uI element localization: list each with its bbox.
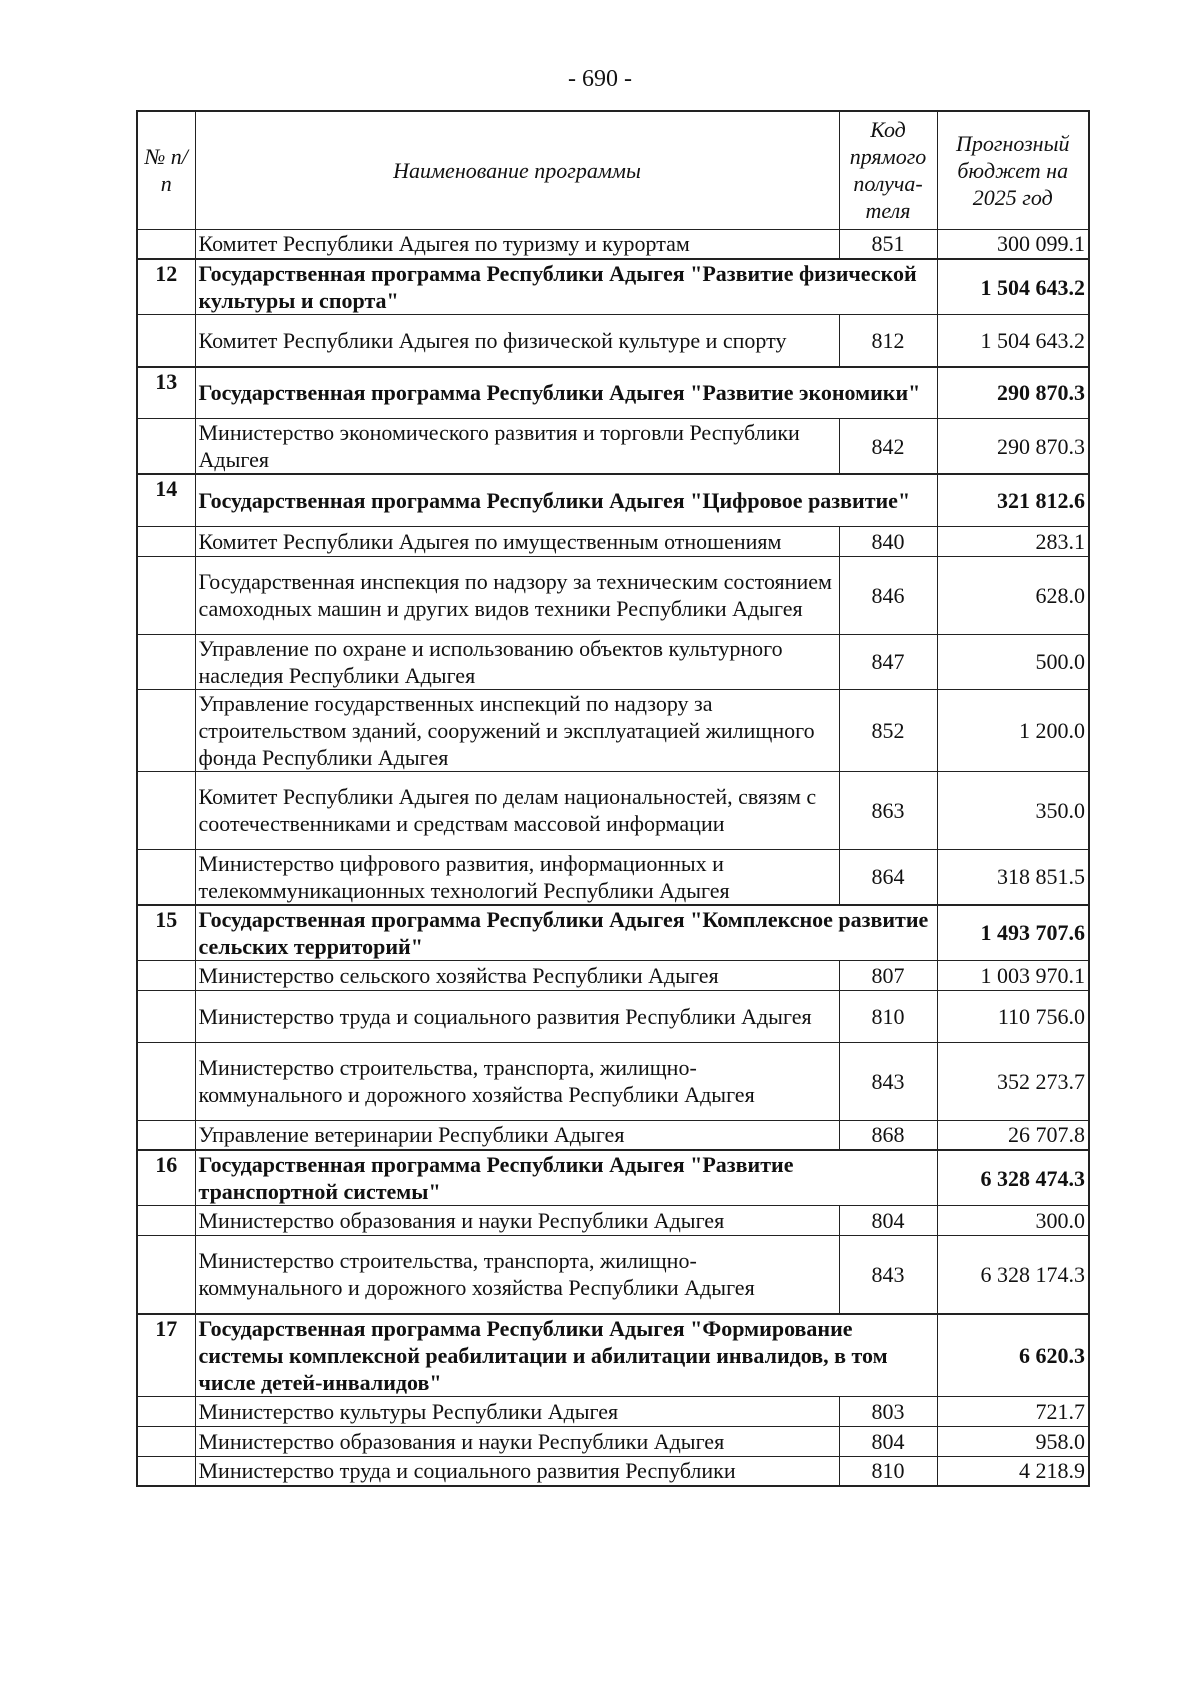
row-number [137,1206,195,1236]
row-number [137,229,195,259]
recipient-name: Управление ветеринарии Республики Адыгея [195,1120,839,1150]
program-total: 6 620.3 [937,1314,1089,1397]
recipient-code: 804 [839,1206,937,1236]
row-number [137,634,195,689]
row-number: 17 [137,1314,195,1397]
recipient-row [137,849,1089,905]
budget-amount: 1 504 643.2 [937,315,1089,367]
budget-amount: 1 003 970.1 [937,960,1089,990]
recipient-row [137,990,1089,1042]
program-name: Государственная программа Республики Адыгея "Развитие экономики" [195,367,937,419]
recipient-code: 840 [839,526,937,556]
recipient-row [137,229,1089,259]
recipient-name: Управление по охране и использованию объектов культурного наследия Республики Адыгея [195,634,839,689]
row-number [137,689,195,771]
recipient-row [137,1042,1089,1120]
row-number [137,419,195,475]
recipient-name: Министерство экономического развития и торговли Республики Адыгея [195,419,839,475]
recipient-name: Комитет Республики Адыгея по делам национальностей, связям с соотечественниками и средствам массовой информации [195,771,839,849]
row-number: 13 [137,367,195,419]
recipient-row [137,960,1089,990]
program-row [137,905,1089,961]
recipient-code: 843 [839,1042,937,1120]
budget-amount: 300.0 [937,1206,1089,1236]
program-total: 1 493 707.6 [937,905,1089,961]
recipient-name: Государственная инспекция по надзору за техническим состоянием самоходных машин и других видов техники Республики Адыгея [195,556,839,634]
budget-amount: 283.1 [937,526,1089,556]
program-total: 290 870.3 [937,367,1089,419]
program-row [137,1150,1089,1206]
program-total: 321 812.6 [937,474,1089,526]
table-body [137,229,1089,1486]
budget-amount: 290 870.3 [937,419,1089,475]
header-code: Код прямого получа-теля [839,111,937,229]
budget-amount: 110 756.0 [937,990,1089,1042]
recipient-row [137,689,1089,771]
program-name: Государственная программа Республики Адыгея "Комплексное развитие сельских территорий" [195,905,937,961]
budget-amount: 300 099.1 [937,229,1089,259]
row-number [137,526,195,556]
recipient-code: 863 [839,771,937,849]
row-number: 15 [137,905,195,961]
program-row [137,1314,1089,1397]
budget-amount: 4 218.9 [937,1456,1089,1486]
budget-amount: 721.7 [937,1396,1089,1426]
row-number: 14 [137,474,195,526]
recipient-name: Комитет Республики Адыгея по туризму и курортам [195,229,839,259]
recipient-row [137,1120,1089,1150]
recipient-code: 804 [839,1426,937,1456]
budget-amount: 628.0 [937,556,1089,634]
recipient-code: 846 [839,556,937,634]
program-total: 1 504 643.2 [937,259,1089,315]
recipient-code: 810 [839,990,937,1042]
header-num: № п/п [137,111,195,229]
budget-amount: 6 328 174.3 [937,1236,1089,1314]
row-number [137,1236,195,1314]
page-number: - 690 - [568,66,632,92]
recipient-code: 810 [839,1456,937,1486]
program-row [137,474,1089,526]
budget-amount: 350.0 [937,771,1089,849]
budget-amount: 318 851.5 [937,849,1089,905]
header-name: Наименование программы [195,111,839,229]
recipient-name: Комитет Республики Адыгея по имущественным отношениям [195,526,839,556]
recipient-row [137,1456,1089,1486]
recipient-name: Министерство строительства, транспорта, жилищно-коммунального и дорожного хозяйства Республики Адыгея [195,1042,839,1120]
budget-amount: 26 707.8 [937,1120,1089,1150]
budget-amount: 958.0 [937,1426,1089,1456]
recipient-row [137,634,1089,689]
recipient-row [137,315,1089,367]
recipient-name: Комитет Республики Адыгея по физической культуре и спорту [195,315,839,367]
recipient-row [137,1426,1089,1456]
recipient-code: 868 [839,1120,937,1150]
recipient-row [137,1236,1089,1314]
budget-amount: 1 200.0 [937,689,1089,771]
recipient-row [137,771,1089,849]
row-number [137,1456,195,1486]
recipient-code: 864 [839,849,937,905]
recipient-name: Министерство труда и социального развития Республики [195,1456,839,1486]
recipient-code: 851 [839,229,937,259]
row-number [137,849,195,905]
recipient-name: Министерство труда и социального развития Республики Адыгея [195,990,839,1042]
table-header-row [137,111,1089,229]
recipient-row [137,1206,1089,1236]
recipient-row [137,419,1089,475]
program-total: 6 328 474.3 [937,1150,1089,1206]
recipient-name: Управление государственных инспекций по надзору за строительством зданий, сооружений и эксплуатацией жилищного фонда Республики Адыгея [195,689,839,771]
program-row [137,259,1089,315]
program-name: Государственная программа Республики Адыгея "Формирование системы комплексной реабилитации и абилитации инвалидов, в том числе детей-инвалидов" [195,1314,937,1397]
row-number [137,1396,195,1426]
recipient-code: 803 [839,1396,937,1426]
row-number [137,771,195,849]
program-name: Государственная программа Республики Адыгея "Цифровое развитие" [195,474,937,526]
budget-amount: 352 273.7 [937,1042,1089,1120]
row-number [137,1120,195,1150]
recipient-code: 852 [839,689,937,771]
row-number [137,960,195,990]
row-number: 12 [137,259,195,315]
recipient-code: 807 [839,960,937,990]
recipient-row [137,556,1089,634]
row-number: 16 [137,1150,195,1206]
recipient-name: Министерство сельского хозяйства Республики Адыгея [195,960,839,990]
recipient-code: 847 [839,634,937,689]
row-number [137,315,195,367]
program-name: Государственная программа Республики Адыгея "Развитие транспортной системы" [195,1150,937,1206]
row-number [137,990,195,1042]
recipient-code: 842 [839,419,937,475]
recipient-code: 812 [839,315,937,367]
recipient-name: Министерство строительства, транспорта, жилищно-коммунального и дорожного хозяйства Республики Адыгея [195,1236,839,1314]
budget-amount: 500.0 [937,634,1089,689]
header-amount: Прогнозный бюджет на 2025 год [937,111,1089,229]
program-row [137,367,1089,419]
row-number [137,556,195,634]
recipient-row [137,526,1089,556]
row-number [137,1042,195,1120]
recipient-name: Министерство образования и науки Республики Адыгея [195,1206,839,1236]
budget-table [136,110,1090,1487]
recipient-name: Министерство культуры Республики Адыгея [195,1396,839,1426]
program-name: Государственная программа Республики Адыгея "Развитие физической культуры и спорта" [195,259,937,315]
row-number [137,1426,195,1456]
recipient-name: Министерство образования и науки Республики Адыгея [195,1426,839,1456]
recipient-name: Министерство цифрового развития, информационных и телекоммуникационных технологий Республики Адыгея [195,849,839,905]
recipient-row [137,1396,1089,1426]
recipient-code: 843 [839,1236,937,1314]
